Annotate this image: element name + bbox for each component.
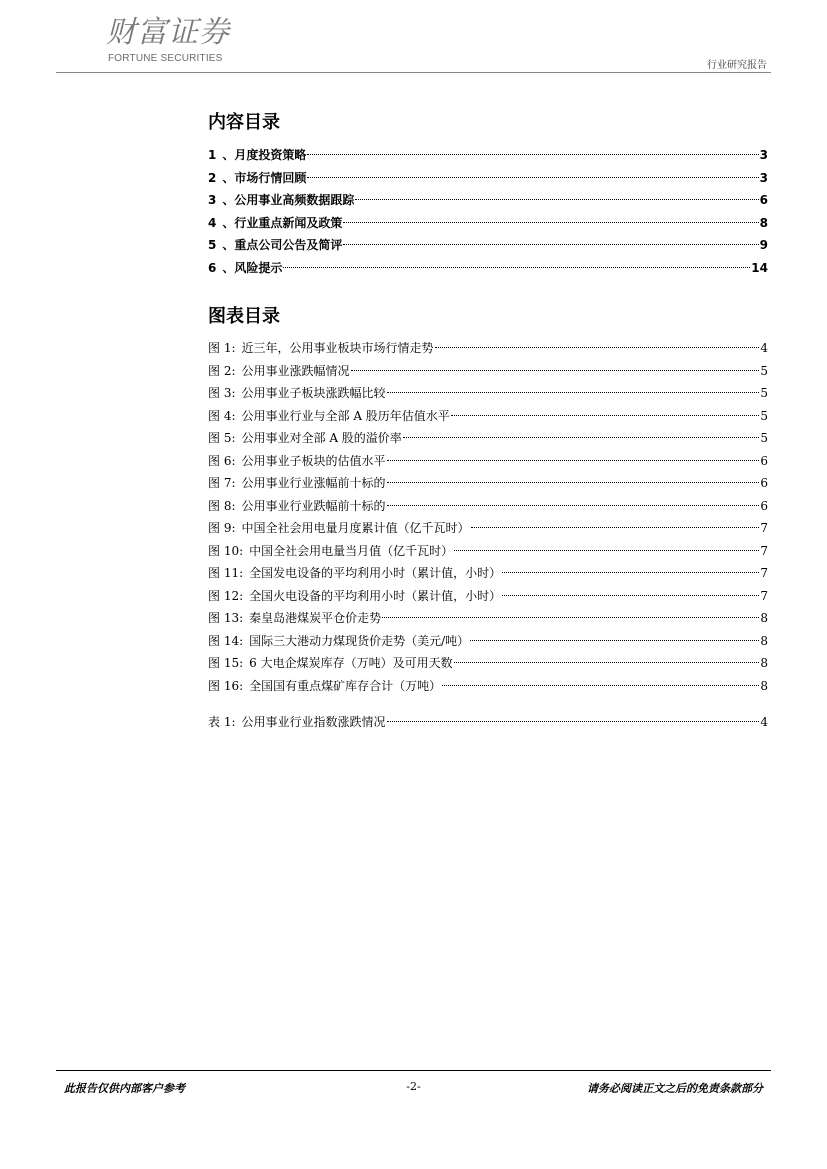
dot-leader [307, 177, 758, 178]
toc-entry-number: 图 7: [208, 476, 236, 490]
toc-entry-page: 3 [759, 170, 768, 185]
page-number: -2- [406, 1080, 421, 1093]
toc-entry-number: 图 15: [208, 656, 244, 670]
toc-entry-page: 4 [760, 341, 768, 355]
toc-entry-number: 图 2: [208, 363, 236, 378]
toc-entry-page: 4 [760, 715, 768, 729]
toc-entry-number: 图 16: [208, 678, 244, 693]
page-footer [64, 1080, 763, 1100]
toc-entry[interactable] [208, 234, 768, 257]
toc-entry-number: 6 [208, 260, 217, 275]
dot-leader [502, 595, 759, 596]
toc-entry-number: 图 3: [208, 386, 236, 400]
dot-leader [470, 640, 759, 641]
dot-leader [387, 482, 760, 483]
toc-entry-title: 公用事业子板块涨跌幅比较 [241, 386, 386, 400]
toc-entry-page: 7 [760, 543, 768, 558]
toc-entry-number: 5 [208, 238, 217, 252]
footer-notice: 此报告仅供内部客户参考 [64, 1082, 185, 1095]
toc-entry[interactable] [208, 540, 768, 563]
toc-entry-title: 、重点公司公告及简评 [222, 238, 343, 252]
toc-entry[interactable] [208, 585, 768, 608]
toc-entry-title: 近三年，公用事业板块市场行情走势 [241, 341, 434, 355]
toc-entry-title: 全国火电设备的平均利用小时（累计值，小时） [249, 588, 502, 603]
contents-list [208, 144, 768, 279]
toc-entry-number: 图 8: [208, 498, 236, 513]
toc-entry[interactable] [208, 517, 768, 540]
dot-leader [387, 721, 760, 722]
toc-entry-number: 2 [208, 170, 217, 185]
dot-leader [351, 370, 760, 371]
toc-entry-title: 公用事业对全部 A 股的溢价率 [241, 431, 402, 445]
toc-entry-page: 8 [760, 678, 768, 693]
dot-leader [502, 572, 759, 573]
footer-disclaimer: 请务必阅读正文之后的免责条款部分 [587, 1082, 763, 1095]
dot-leader [343, 244, 758, 245]
dot-leader [355, 199, 758, 200]
toc-entry[interactable] [208, 189, 768, 212]
toc-entry-page: 14 [751, 260, 768, 275]
toc-entry-title: 公用事业行业指数涨跌情况 [241, 715, 386, 729]
page-header [0, 0, 827, 80]
toc-entry[interactable] [208, 472, 768, 495]
toc-entry-title: 、行业重点新闻及政策 [222, 215, 343, 230]
figures-section [208, 306, 768, 734]
dot-leader [382, 617, 759, 618]
toc-entry-title: 、公用事业高频数据跟踪 [222, 193, 355, 207]
dot-leader [442, 685, 759, 686]
dot-leader [387, 460, 760, 461]
dot-leader [454, 662, 760, 663]
toc-entry-page: 5 [760, 386, 768, 400]
toc-entry[interactable] [208, 360, 768, 383]
toc-entry-page: 8 [760, 611, 768, 625]
toc-entry[interactable] [208, 630, 768, 653]
toc-entry-number: 图 5: [208, 431, 236, 445]
toc-entry-number: 表 1: [208, 715, 236, 729]
toc-entry-title: 全国国有重点煤矿库存合计（万吨） [249, 678, 442, 693]
toc-entry[interactable] [208, 257, 768, 280]
toc-entry-page: 7 [760, 521, 768, 535]
toc-entry-number: 图 14: [208, 633, 244, 648]
toc-entry-title: 全国发电设备的平均利用小时（累计值，小时） [249, 566, 502, 580]
toc-entry-title: 公用事业行业跌幅前十标的 [241, 498, 386, 513]
toc-entry[interactable] [208, 167, 768, 190]
toc-entry-title: 、市场行情回顾 [222, 170, 307, 185]
toc-entry-title: 6 大电企煤炭库存（万吨）及可用天数 [249, 656, 453, 670]
toc-entry-title: 中国全社会用电量当月值（亿千瓦时） [249, 543, 454, 558]
dot-leader [343, 222, 758, 223]
toc-entry-number: 图 10: [208, 543, 244, 558]
toc-entry[interactable] [208, 144, 768, 167]
toc-entry-page: 5 [760, 408, 768, 423]
toc-entry[interactable] [208, 607, 768, 630]
toc-entry-title: 公用事业行业涨幅前十标的 [241, 476, 386, 490]
toc-entry-page: 7 [760, 588, 768, 603]
toc-entry[interactable] [208, 675, 768, 698]
figures-title: 图表目录 [208, 306, 280, 327]
toc-entry[interactable] [208, 212, 768, 235]
toc-entry-page: 6 [760, 498, 768, 513]
dot-leader [387, 505, 760, 506]
toc-entry-page: 6 [760, 476, 768, 490]
dot-leader [387, 392, 760, 393]
toc-entry-number: 图 4: [208, 408, 236, 423]
dot-leader [283, 267, 750, 268]
figures-list [208, 337, 768, 697]
toc-entry-number: 1 [208, 148, 217, 162]
toc-entry-title: 、月度投资策略 [222, 148, 307, 162]
toc-entry-title: 公用事业行业与全部 A 股历年估值水平 [241, 408, 450, 423]
toc-entry-title: 秦皇岛港煤炭平仓价走势 [249, 611, 382, 625]
dot-leader [307, 154, 758, 155]
toc-entry-number: 图 12: [208, 588, 244, 603]
dot-leader [451, 415, 760, 416]
toc-entry[interactable] [208, 382, 768, 405]
toc-entry-title: 公用事业子板块的估值水平 [241, 453, 386, 468]
header-divider [56, 72, 771, 73]
toc-entry-number: 图 9: [208, 521, 236, 535]
toc-entry[interactable] [208, 337, 768, 360]
toc-entry-page: 8 [760, 633, 768, 648]
toc-entry[interactable] [208, 450, 768, 473]
dot-leader [471, 527, 760, 528]
toc-entry-number: 图 6: [208, 453, 236, 468]
toc-entry[interactable] [208, 405, 768, 428]
company-logo-english: FORTUNE SECURITIES [108, 53, 223, 64]
toc-entry-number: 图 13: [208, 611, 244, 625]
toc-entry-number: 图 1: [208, 341, 236, 355]
toc-entry-number: 4 [208, 215, 217, 230]
contents-title: 内容目录 [208, 112, 280, 133]
toc-entry-page: 5 [760, 363, 768, 378]
toc-entry-page: 9 [759, 238, 768, 252]
toc-entry-title: 中国全社会用电量月度累计值（亿千瓦时） [241, 521, 470, 535]
toc-entry-page: 6 [760, 453, 768, 468]
toc-entry[interactable] [208, 711, 768, 734]
toc-entry[interactable] [208, 495, 768, 518]
toc-entry-page: 7 [760, 566, 768, 580]
contents-section [208, 112, 768, 279]
toc-entry[interactable] [208, 427, 768, 450]
toc-entry-page: 6 [759, 193, 768, 207]
toc-entry-title: 国际三大港动力煤现货价走势（美元/吨） [249, 633, 470, 648]
toc-entry-title: 、风险提示 [222, 260, 283, 275]
report-type: 行业研究报告 [707, 60, 767, 71]
toc-entry-number: 3 [208, 193, 217, 207]
toc-entry[interactable] [208, 652, 768, 675]
toc-entry-page: 3 [759, 148, 768, 162]
toc-entry-number: 图 11: [208, 566, 244, 580]
toc-entry-page: 5 [760, 431, 768, 445]
dot-leader [435, 347, 760, 348]
toc-entry-title: 公用事业涨跌幅情况 [241, 363, 350, 378]
toc-entry[interactable] [208, 562, 768, 585]
dot-leader [454, 550, 759, 551]
footer-divider [56, 1070, 771, 1071]
dot-leader [403, 437, 760, 438]
toc-entry-page: 8 [760, 656, 768, 670]
toc-entry-page: 8 [759, 215, 768, 230]
company-logo: 财富证券 [106, 15, 230, 50]
tables-list [208, 711, 768, 734]
